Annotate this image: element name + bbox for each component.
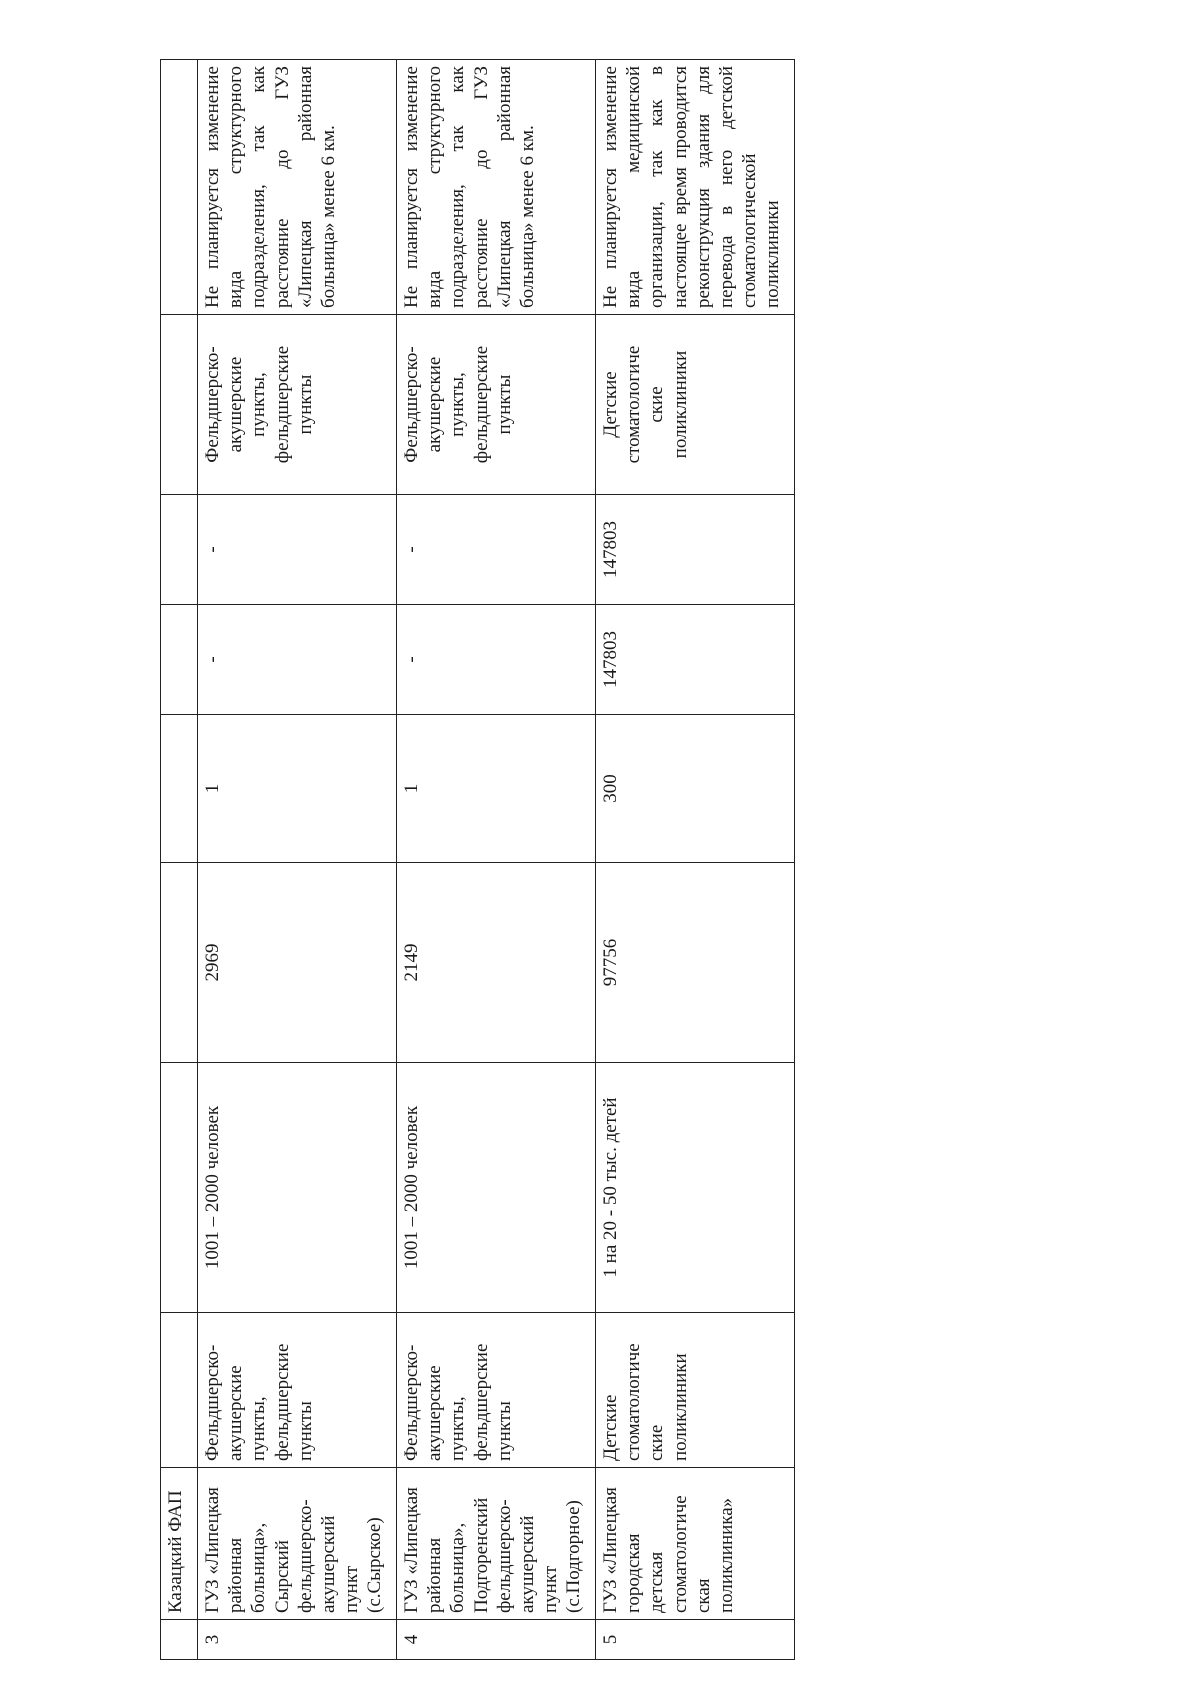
table-cell xyxy=(161,1313,198,1468)
comment-text: Не планируется изменение вида структурного подразделения, так как расстояние до ГУЗ «Липецкая районная больница» менее 6 км. xyxy=(397,60,596,315)
table-cell xyxy=(161,1620,198,1660)
count-value: 300 xyxy=(596,715,795,863)
norm-value: 1001 – 2000 человек xyxy=(397,1063,596,1313)
table-cell xyxy=(161,60,198,315)
capacity-b-value: 147803 xyxy=(596,495,795,605)
target-unit-type: Детские стоматологиче ские поликлиники xyxy=(596,315,795,495)
organization-name: ГУЗ «Липецкая районная больница», Подгоренский фельдшерско- акушерский пункт (с.Подгорное) xyxy=(397,1468,596,1620)
target-unit-type: Фельдшерско- акушерские пункты, фельдшерские пункты xyxy=(397,315,596,495)
row-number: 3 xyxy=(198,1620,397,1660)
table-cell xyxy=(161,715,198,863)
capacity-a-value: 147803 xyxy=(596,605,795,715)
row-number: 4 xyxy=(397,1620,596,1660)
unit-type: Фельдшерско- акушерские пункты, фельдшерские пункты xyxy=(198,1313,397,1468)
capacity-b-value: - xyxy=(198,495,397,605)
table-cell xyxy=(161,315,198,495)
organization-name: ГУЗ «Липецкая городская детская стоматологиче ская поликлиника» xyxy=(596,1468,795,1620)
population-value: 2149 xyxy=(397,863,596,1063)
population-value: 2969 xyxy=(198,863,397,1063)
comment-text: Не планируется изменение вида медицинской организации, так как в настоящее время проводится реконструкция здания для перевода в него детской стоматологической поликлиники xyxy=(596,60,795,315)
population-value: 97756 xyxy=(596,863,795,1063)
target-unit-type: Фельдшерско- акушерские пункты, фельдшерские пункты xyxy=(198,315,397,495)
organization-name: ГУЗ «Липецкая районная больница», Сырский фельдшерско- акушерский пункт (с.Сырское) xyxy=(198,1468,397,1620)
header-fragment-cell: Казацкий ФАП xyxy=(161,1468,198,1620)
comment-text: Не планируется изменение вида структурного подразделения, так как расстояние до ГУЗ «Липецкая районная больница» менее 6 км. xyxy=(198,60,397,315)
unit-type: Фельдшерско- акушерские пункты, фельдшерские пункты xyxy=(397,1313,596,1468)
count-value: 1 xyxy=(198,715,397,863)
table-cell xyxy=(161,863,198,1063)
table-row xyxy=(198,60,397,1660)
table-cell xyxy=(161,495,198,605)
norm-value: 1 на 20 - 50 тыс. детей xyxy=(596,1063,795,1313)
table-cell xyxy=(161,1063,198,1313)
unit-type: Детские стоматологиче ские поликлиники xyxy=(596,1313,795,1468)
table-cell xyxy=(161,605,198,715)
count-value: 1 xyxy=(397,715,596,863)
norm-value: 1001 – 2000 человек xyxy=(198,1063,397,1313)
row-number: 5 xyxy=(596,1620,795,1660)
capacity-b-value: - xyxy=(397,495,596,605)
table-header-row xyxy=(161,60,198,1660)
table-row xyxy=(596,60,795,1660)
document-table xyxy=(160,59,795,1660)
table-row xyxy=(397,60,596,1660)
rotated-page-content xyxy=(160,60,790,1660)
capacity-a-value: - xyxy=(198,605,397,715)
capacity-a-value: - xyxy=(397,605,596,715)
